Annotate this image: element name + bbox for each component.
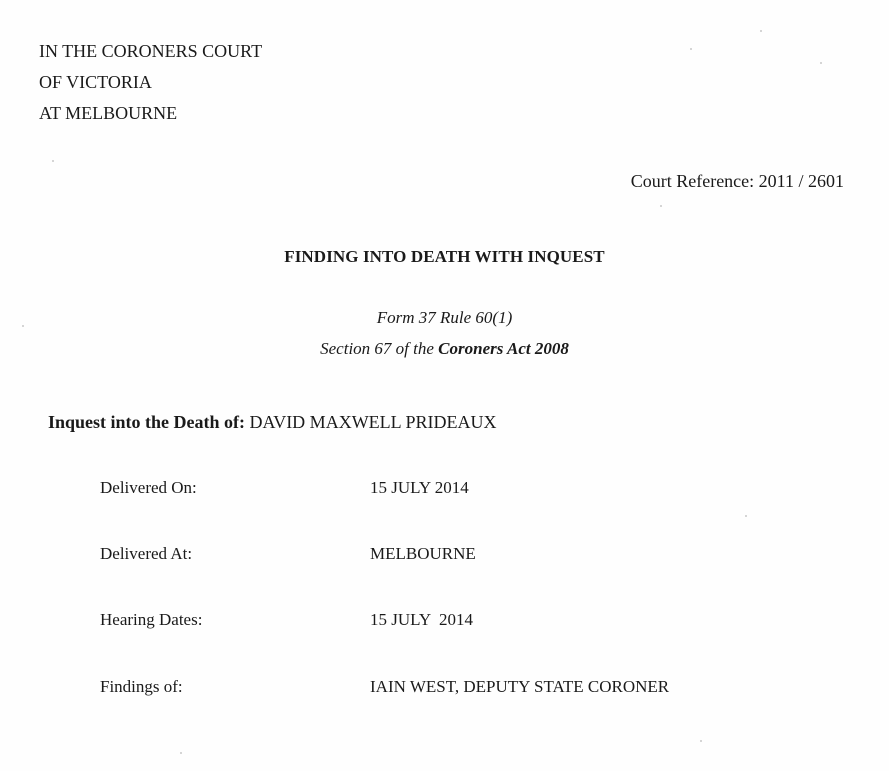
scan-speck	[690, 48, 692, 50]
court-heading-line: AT MELBOURNE	[39, 103, 178, 123]
scan-speck	[180, 752, 182, 754]
detail-label: Hearing Dates:	[100, 610, 203, 629]
scan-speck	[700, 740, 702, 742]
detail-row-delivered-on	[100, 478, 469, 498]
inquest-label: Inquest into the Death of:	[48, 412, 246, 432]
scan-speck	[760, 30, 762, 32]
court-heading	[39, 36, 262, 129]
court-heading-line: IN THE CORONERS COURT	[39, 41, 263, 61]
detail-value: MELBOURNE	[370, 544, 476, 563]
detail-label: Findings of:	[100, 677, 183, 696]
scan-speck	[52, 160, 54, 162]
court-reference: Court Reference: 2011 / 2601	[630, 171, 844, 191]
document-title: FINDING INTO DEATH WITH INQUEST	[284, 247, 605, 266]
deceased-name: DAVID MAXWELL PRIDEAUX	[249, 412, 497, 432]
detail-label: Delivered At:	[100, 544, 193, 563]
detail-value: IAIN WEST, DEPUTY STATE CORONER	[370, 677, 670, 696]
detail-value: 15 JULY 2014	[370, 610, 473, 629]
form-section	[0, 339, 889, 359]
scan-speck	[745, 515, 747, 517]
section-prefix: Section 67 of the	[320, 339, 434, 358]
act-name: Coroners Act 2008	[438, 339, 569, 358]
court-heading-line: OF VICTORIA	[39, 72, 152, 92]
inquest-line	[48, 412, 497, 433]
detail-value: 15 JULY 2014	[370, 478, 469, 497]
scan-speck	[660, 205, 662, 207]
detail-label: Delivered On:	[100, 478, 197, 497]
form-rule: Form 37 Rule 60(1)	[376, 308, 513, 327]
detail-row-delivered-at	[100, 544, 476, 564]
detail-row-hearing-dates	[100, 610, 473, 630]
detail-row-findings-of	[100, 677, 669, 697]
scan-speck	[820, 62, 822, 64]
scan-speck	[22, 325, 24, 327]
